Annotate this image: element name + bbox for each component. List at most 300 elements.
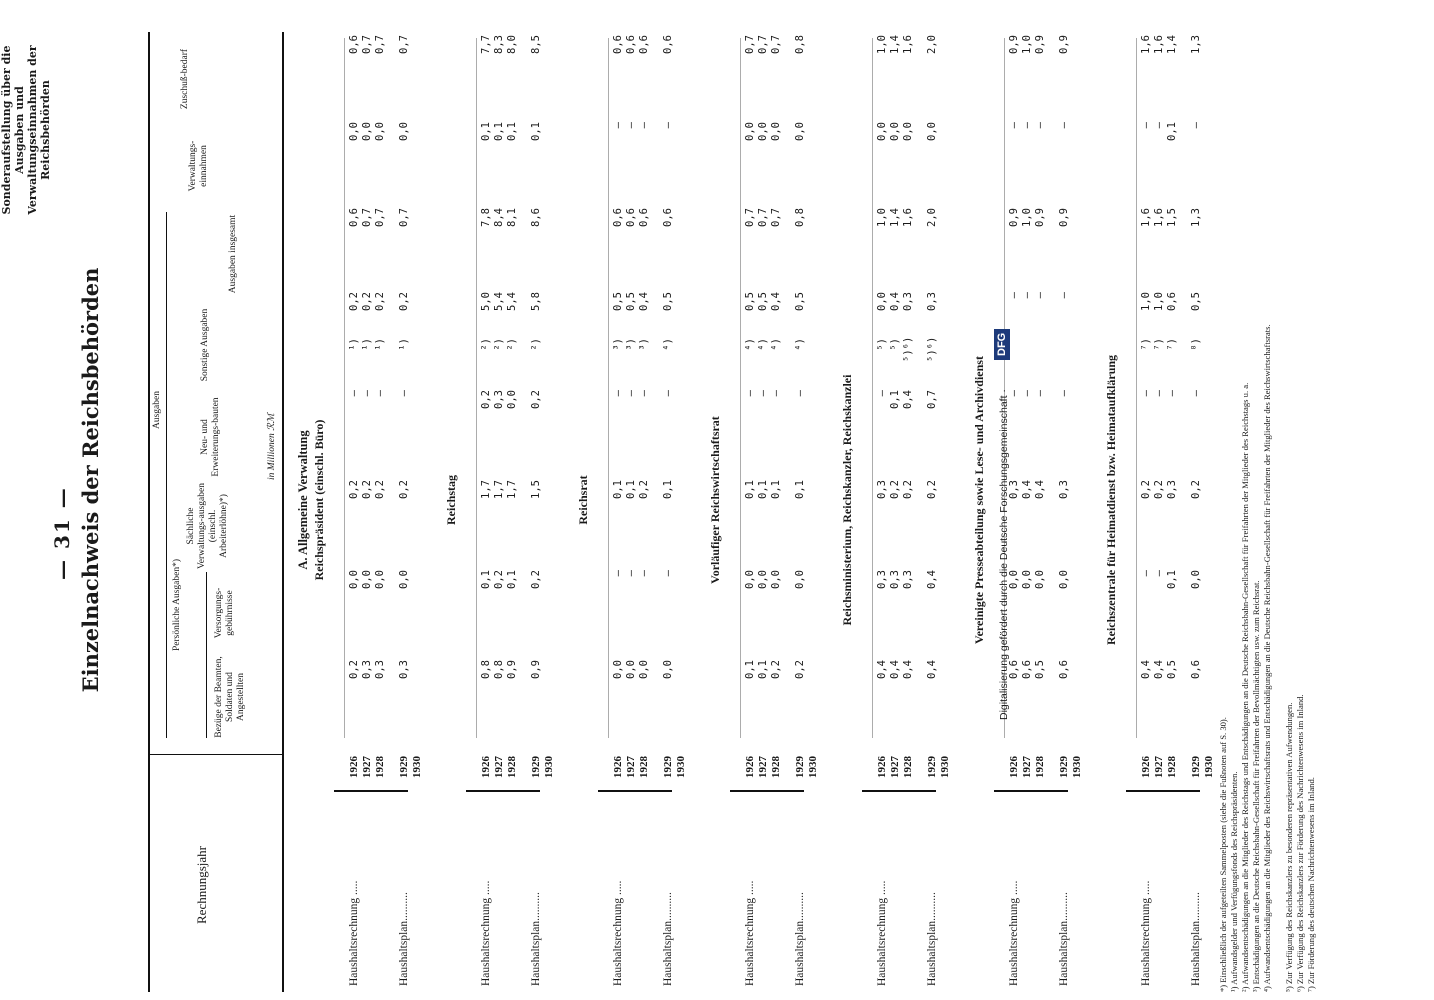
row-label: Haushaltsplan.......... — [530, 892, 542, 986]
cell-neubau: — — [1008, 390, 1020, 397]
cell-insgesamt: 0,9 — [1008, 208, 1020, 227]
cell-saechliche: 0,3 — [1008, 480, 1020, 499]
row-label: Haushaltsrechnung ..... — [1008, 880, 1020, 986]
cell-insgesamt: 0,9 — [1034, 208, 1046, 227]
cell-einnahmen: 0,0 — [889, 122, 901, 141]
group-title: Reichszentrale für Heimatdienst bzw. Heimataufklärung — [1104, 354, 1118, 646]
cell-saechliche: 0,3 — [876, 480, 888, 499]
cell-saechliche: 0,2 — [1190, 480, 1202, 499]
cell-insgesamt: 0,6 — [612, 208, 624, 227]
table-row — [807, 0, 821, 1000]
cell-einnahmen: — — [1021, 122, 1033, 129]
cell-insgesamt: 0,6 — [625, 208, 637, 227]
row-year: 1930 — [1071, 756, 1083, 778]
cell-neubau: — — [1140, 390, 1152, 397]
cell-zuschuss: 1,4 — [889, 35, 901, 54]
header-persoenliche: Persönliche Ausgaben*) — [172, 558, 182, 652]
cell-insgesamt: 2,0 — [926, 208, 938, 227]
row-year: 1927 — [1153, 756, 1165, 778]
group-rule — [1136, 38, 1137, 738]
cell-einnahmen: 0,0 — [398, 122, 410, 141]
cell-zuschuss: 1,6 — [1153, 35, 1165, 54]
table-row — [1153, 0, 1167, 1000]
cell-bezuege: 0,6 — [1021, 660, 1033, 679]
cell-sonstige: 0,2 — [361, 292, 373, 311]
cell-insgesamt: 0,7 — [770, 208, 782, 227]
year-brace-rule — [466, 790, 540, 792]
cell-footnote-ref: ¹) — [398, 338, 410, 351]
cell-saechliche: 0,1 — [662, 480, 674, 499]
cell-bezuege: 0,3 — [361, 660, 373, 679]
cell-saechliche: 0,2 — [1153, 480, 1165, 499]
cell-saechliche: 1,7 — [480, 480, 492, 499]
table-row — [1140, 0, 1154, 1000]
cell-bezuege: 0,4 — [1140, 660, 1152, 679]
col-divider — [148, 754, 284, 755]
cell-footnote-ref: ⁴) — [757, 338, 769, 351]
ausgaben-rule — [166, 212, 167, 738]
row-label: Haushaltsplan.......... — [398, 892, 410, 986]
cell-zuschuss: 8,0 — [506, 35, 518, 54]
cell-versorgung: 0,3 — [889, 570, 901, 589]
year-brace-rule — [862, 790, 936, 792]
header-neubau: Neu- und Erweiterungs-bauten — [200, 397, 221, 477]
table-row — [493, 0, 507, 1000]
cell-versorgung: — — [662, 570, 674, 577]
row-year: 1926 — [876, 756, 888, 778]
cell-versorgung: — — [625, 570, 637, 577]
group-title: Reichsrat — [576, 475, 590, 525]
cell-zuschuss: 0,7 — [744, 35, 756, 54]
cell-versorgung: 0,0 — [398, 570, 410, 589]
row-year: 1929 — [1190, 756, 1202, 778]
table-top-rule — [148, 32, 150, 992]
cell-neubau: 0,2 — [480, 390, 492, 409]
header-sonstige: Sonstige Ausgaben — [200, 308, 210, 382]
cell-einnahmen: — — [625, 122, 637, 129]
cell-footnote-ref: ⁴) — [770, 338, 782, 351]
cell-versorgung: 0,0 — [374, 570, 386, 589]
row-label: Haushaltsrechnung ..... — [612, 880, 624, 986]
row-year: 1930 — [807, 756, 819, 778]
header-insgesamt: Ausgaben insgesamt — [228, 214, 238, 294]
cell-einnahmen: — — [612, 122, 624, 129]
row-year: 1929 — [1058, 756, 1070, 778]
cell-neubau: — — [770, 390, 782, 397]
cell-neubau: — — [1153, 390, 1165, 397]
row-year: 1926 — [1140, 756, 1152, 778]
table-row — [939, 0, 953, 1000]
cell-insgesamt: 8,1 — [506, 208, 518, 227]
cell-saechliche: 0,2 — [638, 480, 650, 499]
cell-sonstige: 0,5 — [625, 292, 637, 311]
row-year: 1928 — [902, 756, 914, 778]
header-rechnungsjahr: Rechnungsjahr — [194, 846, 209, 924]
cell-einnahmen: 0,0 — [744, 122, 756, 141]
cell-footnote-ref: ⁴) — [662, 338, 674, 351]
cell-bezuege: 0,4 — [902, 660, 914, 679]
cell-footnote-ref: ²) — [493, 338, 505, 351]
cell-einnahmen: — — [1140, 122, 1152, 129]
table-row — [398, 0, 412, 1000]
footnote: ⁶) Zur Verfügung des Reichskanzlers zur Förderung des Nachrichtenwesens im Inland. — [1295, 694, 1305, 992]
unit-label: in Millionen ℛℳ — [267, 413, 277, 480]
cell-versorgung: 0,0 — [1058, 570, 1070, 589]
cell-saechliche: 0,1 — [770, 480, 782, 499]
cell-neubau: — — [1034, 390, 1046, 397]
cell-insgesamt: 1,4 — [889, 208, 901, 227]
cell-zuschuss: 0,6 — [612, 35, 624, 54]
cell-zuschuss: 0,6 — [348, 35, 360, 54]
cell-footnote-ref: ⁵) — [876, 338, 888, 351]
cell-sonstige: 0,2 — [374, 292, 386, 311]
cell-bezuege: 0,3 — [374, 660, 386, 679]
dfg-credit: Digitalisierung gefördert durch die Deutsche Forschungsgemeinschaft · — [998, 389, 1010, 720]
row-year: 1929 — [398, 756, 410, 778]
cell-versorgung: 0,0 — [361, 570, 373, 589]
cell-einnahmen: 0,0 — [902, 122, 914, 141]
group-rule — [476, 38, 477, 738]
cell-einnahmen: 0,0 — [757, 122, 769, 141]
cell-zuschuss: 0,7 — [374, 35, 386, 54]
cell-saechliche: 1,7 — [493, 480, 505, 499]
cell-bezuege: 0,4 — [889, 660, 901, 679]
cell-insgesamt: 1,6 — [1140, 208, 1152, 227]
cell-saechliche: 0,1 — [757, 480, 769, 499]
section-title: A. Allgemeine Verwaltung — [296, 430, 310, 570]
cell-neubau: 0,0 — [506, 390, 518, 409]
cell-insgesamt: 0,7 — [361, 208, 373, 227]
cell-versorgung: 0,4 — [926, 570, 938, 589]
cell-versorgung: 0,0 — [1008, 570, 1020, 589]
cell-versorgung: — — [638, 570, 650, 577]
cell-neubau: 0,2 — [530, 390, 542, 409]
cell-saechliche: 0,1 — [794, 480, 806, 499]
cell-bezuege: 0,0 — [625, 660, 637, 679]
cell-footnote-ref: ⁸) — [1190, 338, 1202, 351]
footnote: ⁴) Aufwandsentschädigungen an die Mitglieder des Reichswirtschaftsrats und Entschädigungen an die Deutsche Reichsbahn-Gesellschaft für Freifahrten der Mitglieder des Reichswirtschaftsrats. — [1262, 324, 1272, 992]
row-year: 1926 — [480, 756, 492, 778]
cell-versorgung: 0,3 — [876, 570, 888, 589]
row-label: Haushaltsplan.......... — [1190, 892, 1202, 986]
cell-saechliche: 0,2 — [361, 480, 373, 499]
cell-zuschuss: 2,0 — [926, 35, 938, 54]
row-year: 1928 — [1034, 756, 1046, 778]
group-title: Vorläufiger Reichswirtschaftsrat — [708, 416, 722, 584]
cell-bezuege: 0,1 — [757, 660, 769, 679]
year-brace-rule — [1126, 790, 1200, 792]
cell-zuschuss: 0,6 — [625, 35, 637, 54]
cell-footnote-ref: ⁴) — [794, 338, 806, 351]
cell-bezuege: 0,5 — [1034, 660, 1046, 679]
cell-versorgung: 0,0 — [770, 570, 782, 589]
table-row — [1021, 0, 1035, 1000]
header-bezuege: Bezüge der Beamten, Soldaten und Angestellten — [214, 656, 246, 738]
row-year: 1927 — [493, 756, 505, 778]
row-label: Haushaltsplan.......... — [794, 892, 806, 986]
cell-einnahmen: 0,1 — [1166, 122, 1178, 141]
table-row — [889, 0, 903, 1000]
cell-versorgung: 0,3 — [902, 570, 914, 589]
table-row — [1190, 0, 1204, 1000]
cell-sonstige: — — [1008, 292, 1020, 299]
cell-sonstige: 0,5 — [794, 292, 806, 311]
cell-insgesamt: 1,3 — [1190, 208, 1202, 227]
cell-versorgung: 0,2 — [530, 570, 542, 589]
table-row — [876, 0, 890, 1000]
cell-bezuege: 0,0 — [638, 660, 650, 679]
row-year: 1927 — [625, 756, 637, 778]
cell-bezuege: 0,3 — [398, 660, 410, 679]
cell-zuschuss: 1,3 — [1190, 35, 1202, 54]
cell-einnahmen: 0,1 — [506, 122, 518, 141]
cell-sonstige: 1,0 — [1153, 292, 1165, 311]
cell-versorgung: 0,0 — [1021, 570, 1033, 589]
cell-einnahmen: 0,0 — [876, 122, 888, 141]
row-year: 1926 — [348, 756, 360, 778]
cell-zuschuss: 0,9 — [1008, 35, 1020, 54]
cell-versorgung: 0,0 — [757, 570, 769, 589]
cell-zuschuss: 0,7 — [361, 35, 373, 54]
cell-neubau: 0,7 — [926, 390, 938, 409]
row-year: 1926 — [744, 756, 756, 778]
table-row — [411, 0, 425, 1000]
cell-insgesamt: 0,9 — [1058, 208, 1070, 227]
cell-zuschuss: 1,0 — [1021, 35, 1033, 54]
cell-neubau: — — [1058, 390, 1070, 397]
cell-bezuege: 0,2 — [770, 660, 782, 679]
cell-sonstige: — — [1058, 292, 1070, 299]
row-year: 1928 — [506, 756, 518, 778]
cell-einnahmen: 0,1 — [480, 122, 492, 141]
table-row — [543, 0, 557, 1000]
cell-neubau: — — [794, 390, 806, 397]
cell-saechliche: 0,3 — [1166, 480, 1178, 499]
cell-insgesamt: 1,0 — [1021, 208, 1033, 227]
cell-footnote-ref: ⁷) — [1140, 338, 1152, 351]
row-label: Haushaltsrechnung ..... — [876, 880, 888, 986]
footnote: ⁵) Zur Verfügung des Reichskanzlers zu besonderen repräsentativen Aufwendungen. — [1284, 702, 1294, 992]
cell-sonstige: 0,3 — [902, 292, 914, 311]
cell-footnote-ref: ⁷) — [1153, 338, 1165, 351]
year-brace-rule — [730, 790, 804, 792]
cell-bezuege: 0,4 — [876, 660, 888, 679]
cell-sonstige: 0,4 — [889, 292, 901, 311]
cell-zuschuss: 1,6 — [1140, 35, 1152, 54]
cell-sonstige: 0,6 — [1166, 292, 1178, 311]
cell-saechliche: 1,7 — [506, 480, 518, 499]
cell-bezuege: 0,9 — [506, 660, 518, 679]
header-versorgung: Versorgungs-gebührnisse — [214, 587, 235, 639]
cell-saechliche: 0,4 — [1021, 480, 1033, 499]
cell-insgesamt: 0,6 — [638, 208, 650, 227]
table-row — [1071, 0, 1085, 1000]
cell-footnote-ref: ⁵)⁶) — [926, 336, 938, 362]
cell-sonstige: 0,4 — [770, 292, 782, 311]
cell-zuschuss: 0,7 — [770, 35, 782, 54]
table-row — [757, 0, 771, 1000]
table-row — [662, 0, 676, 1000]
cell-saechliche: 0,1 — [744, 480, 756, 499]
cell-sonstige: 0,5 — [744, 292, 756, 311]
cell-footnote-ref: ²) — [530, 338, 542, 351]
cell-versorgung: 0,0 — [1190, 570, 1202, 589]
table-row — [770, 0, 784, 1000]
cell-versorgung: 0,1 — [506, 570, 518, 589]
cell-einnahmen: — — [1008, 122, 1020, 129]
cell-sonstige: 0,5 — [662, 292, 674, 311]
table-row — [638, 0, 652, 1000]
cell-insgesamt: 1,6 — [1153, 208, 1165, 227]
group-title: Reichstag — [444, 475, 458, 525]
cell-einnahmen: — — [638, 122, 650, 129]
cell-bezuege: 0,6 — [1190, 660, 1202, 679]
row-year: 1927 — [757, 756, 769, 778]
cell-bezuege: 0,4 — [1153, 660, 1165, 679]
cell-insgesamt: 0,7 — [374, 208, 386, 227]
row-year: 1929 — [662, 756, 674, 778]
cell-neubau: 0,3 — [493, 390, 505, 409]
row-year: 1929 — [794, 756, 806, 778]
row-label: Haushaltsplan.......... — [662, 892, 674, 986]
cell-bezuege: 0,2 — [794, 660, 806, 679]
cell-einnahmen: — — [662, 122, 674, 129]
cell-insgesamt: 1,0 — [876, 208, 888, 227]
row-year: 1929 — [926, 756, 938, 778]
row-year: 1929 — [530, 756, 542, 778]
cell-versorgung: — — [612, 570, 624, 577]
cell-versorgung: 0,0 — [744, 570, 756, 589]
row-year: 1926 — [612, 756, 624, 778]
cell-saechliche: 0,2 — [926, 480, 938, 499]
cell-neubau: — — [625, 390, 637, 397]
table-row — [926, 0, 940, 1000]
cell-neubau: 0,1 — [889, 390, 901, 409]
table-row — [1058, 0, 1072, 1000]
group-title: Reichsministerium, Reichskanzler, Reichskanzlei — [840, 374, 854, 626]
cell-bezuege: 0,9 — [530, 660, 542, 679]
table-row — [612, 0, 626, 1000]
footnote: ³) Entschädigungen an die Deutsche Reichsbahn-Gesellschaft für Freifahrten der Bevollmächtigten usw. zum Reichsrat. — [1251, 580, 1261, 992]
cell-neubau: — — [1166, 390, 1178, 397]
cell-saechliche: 0,2 — [374, 480, 386, 499]
table-row — [506, 0, 520, 1000]
cell-sonstige: 0,5 — [612, 292, 624, 311]
cell-insgesamt: 1,5 — [1166, 208, 1178, 227]
cell-einnahmen: 0,0 — [374, 122, 386, 141]
table-row — [1034, 0, 1048, 1000]
header-saechliche: Sächliche Verwaltungs-ausgaben (einschl. Arbeiterlöhne)*) — [186, 483, 229, 570]
cell-neubau: — — [348, 390, 360, 397]
row-label: Haushaltsplan.......... — [1058, 892, 1070, 986]
cell-sonstige: 1,0 — [1140, 292, 1152, 311]
cell-sonstige: — — [1021, 292, 1033, 299]
cell-footnote-ref: ²) — [480, 338, 492, 351]
footnote: *) Einschließlich der aufgeteilten Sammelposten (siehe die Fußnoten auf S. 30). — [1218, 717, 1228, 992]
row-year: 1928 — [638, 756, 650, 778]
cell-footnote-ref: ¹) — [361, 338, 373, 351]
table-row — [675, 0, 689, 1000]
footnote: ⁷) Zur Förderung des deutschen Nachrichtenwesens im Inland. — [1306, 777, 1316, 992]
cell-versorgung: — — [1153, 570, 1165, 577]
cell-bezuege: 0,5 — [1166, 660, 1178, 679]
table-row — [480, 0, 494, 1000]
cell-sonstige: 5,8 — [530, 292, 542, 311]
row-year: 1928 — [770, 756, 782, 778]
cell-bezuege: 0,0 — [662, 660, 674, 679]
cell-zuschuss: 0,7 — [398, 35, 410, 54]
group-title: Reichspräsident (einschl. Büro) — [312, 419, 326, 581]
row-label: Haushaltsrechnung ..... — [744, 880, 756, 986]
cell-saechliche: 0,2 — [1140, 480, 1152, 499]
cell-saechliche: 0,2 — [902, 480, 914, 499]
cell-neubau: — — [876, 390, 888, 397]
cell-insgesamt: 8,6 — [530, 208, 542, 227]
group-rule — [344, 38, 345, 738]
row-year: 1927 — [889, 756, 901, 778]
cell-sonstige: — — [1034, 292, 1046, 299]
cell-einnahmen: 0,1 — [493, 122, 505, 141]
cell-einnahmen: — — [1190, 122, 1202, 129]
cell-bezuege: 0,1 — [744, 660, 756, 679]
cell-einnahmen: 0,0 — [770, 122, 782, 141]
cell-saechliche: 0,4 — [1034, 480, 1046, 499]
cell-bezuege: 0,2 — [348, 660, 360, 679]
page-number: — 31 — — [50, 486, 74, 580]
row-year: 1930 — [1203, 756, 1215, 778]
cell-insgesamt: 0,6 — [662, 208, 674, 227]
cell-neubau: — — [744, 390, 756, 397]
cell-neubau: — — [361, 390, 373, 397]
cell-versorgung: 0,2 — [493, 570, 505, 589]
cell-footnote-ref: ⁵)⁶) — [902, 336, 914, 362]
cell-neubau: — — [1021, 390, 1033, 397]
group-rule — [608, 38, 609, 738]
cell-insgesamt: 0,8 — [794, 208, 806, 227]
cell-footnote-ref: ²) — [506, 338, 518, 351]
row-label: Haushaltsplan.......... — [926, 892, 938, 986]
cell-zuschuss: 0,7 — [757, 35, 769, 54]
cell-einnahmen: — — [1153, 122, 1165, 129]
row-year: 1927 — [361, 756, 373, 778]
cell-bezuege: 0,4 — [926, 660, 938, 679]
cell-footnote-ref: ⁵) — [889, 338, 901, 351]
cell-neubau: — — [638, 390, 650, 397]
cell-zuschuss: 0,6 — [662, 35, 674, 54]
cell-neubau: — — [757, 390, 769, 397]
cell-zuschuss: 8,5 — [530, 35, 542, 54]
cell-bezuege: 0,0 — [612, 660, 624, 679]
dfg-credit-bar — [990, 0, 1020, 1000]
cell-versorgung: 0,0 — [1034, 570, 1046, 589]
group-title: Vereinigte Presseabteilung sowie Lese- und Archivdienst — [972, 356, 986, 644]
dfg-logo: DFG — [994, 329, 1010, 360]
persoenliche-rule — [206, 572, 207, 738]
cell-footnote-ref: ¹) — [374, 338, 386, 351]
cell-zuschuss: 0,8 — [794, 35, 806, 54]
cell-einnahmen: 0,0 — [348, 122, 360, 141]
cell-bezuege: 0,6 — [1058, 660, 1070, 679]
table-row — [361, 0, 375, 1000]
group-rule — [740, 38, 741, 738]
cell-versorgung: 0,0 — [794, 570, 806, 589]
cell-bezuege: 0,8 — [480, 660, 492, 679]
header-zuschuss: Zuschuß-bedarf — [180, 48, 190, 110]
cell-sonstige: 5,4 — [493, 292, 505, 311]
year-brace-rule — [598, 790, 672, 792]
row-label: Haushaltsrechnung ..... — [480, 880, 492, 986]
cell-sonstige: 0,0 — [876, 292, 888, 311]
